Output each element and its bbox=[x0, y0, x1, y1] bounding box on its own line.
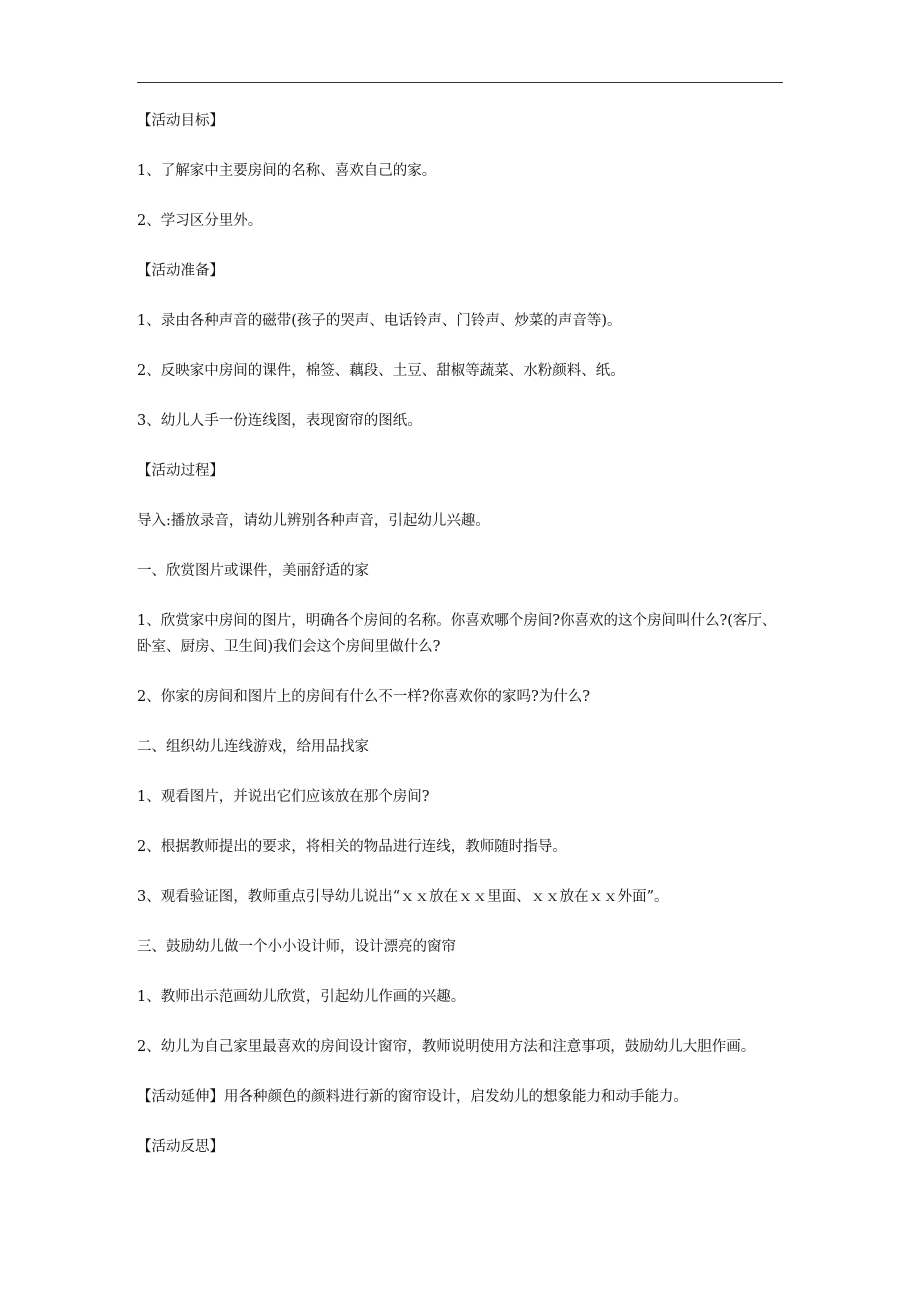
process-section-2-item-3: 3、观看验证图，教师重点引导幼儿说出“ｘｘ放在ｘｘ里面、ｘｘ放在ｘｘ外面”。 bbox=[137, 889, 669, 905]
heading-activity-goals: 【活动目标】 bbox=[137, 113, 224, 129]
process-section-3-title: 三、鼓励幼儿做一个小小设计师，设计漂亮的窗帘 bbox=[137, 939, 456, 955]
process-section-1-item-2: 2、你家的房间和图片上的房间有什么不一样?你喜欢你的家吗?为什么? bbox=[137, 689, 591, 705]
heading-activity-reflection: 【活动反思】 bbox=[137, 1139, 224, 1155]
process-section-3-item-1: 1、教师出示范画幼儿欣赏，引起幼儿作画的兴趣。 bbox=[137, 989, 466, 1005]
heading-activity-process: 【活动过程】 bbox=[137, 463, 224, 479]
preparation-item-2: 2、反映家中房间的课件，棉签、藕段、土豆、甜椒等蔬菜、水粉颜料、纸。 bbox=[137, 363, 625, 379]
goal-item-1: 1、了解家中主要房间的名称、喜欢自己的家。 bbox=[137, 163, 437, 179]
process-section-2-item-2: 2、根据教师提出的要求，将相关的物品进行连线，教师随时指导。 bbox=[137, 839, 567, 855]
document-body bbox=[137, 108, 785, 1184]
process-section-3-item-2: 2、幼儿为自己家里最喜欢的房间设计窗帘，教师说明使用方法和注意事项，鼓励幼儿大胆作画。 bbox=[137, 1039, 756, 1055]
process-section-1-item-1: 1、欣赏家中房间的图片，明确各个房间的名称。你喜欢哪个房间?你喜欢的这个房间叫什么?(客厅、卧室、厨房、卫生间)我们会这个房间里做什么? bbox=[137, 613, 777, 655]
process-section-2-title: 二、组织幼儿连线游戏，给用品找家 bbox=[137, 739, 369, 755]
process-intro: 导入:播放录音，请幼儿辨别各种声音，引起幼儿兴趣。 bbox=[137, 513, 490, 529]
header-rule bbox=[137, 82, 783, 83]
preparation-item-3: 3、幼儿人手一份连线图，表现窗帘的图纸。 bbox=[137, 413, 422, 429]
activity-extension: 【活动延伸】用各种颜色的颜料进行新的窗帘设计，启发幼儿的想象能力和动手能力。 bbox=[137, 1089, 688, 1105]
preparation-item-1: 1、录由各种声音的磁带(孩子的哭声、电话铃声、门铃声、炒菜的声音等)。 bbox=[137, 313, 622, 329]
goal-item-2: 2、学习区分里外。 bbox=[137, 213, 263, 229]
process-section-2-item-1: 1、观看图片，并说出它们应该放在那个房间? bbox=[137, 789, 430, 805]
heading-activity-preparation: 【活动准备】 bbox=[137, 263, 224, 279]
process-section-1-title: 一、欣赏图片或课件，美丽舒适的家 bbox=[137, 563, 369, 579]
